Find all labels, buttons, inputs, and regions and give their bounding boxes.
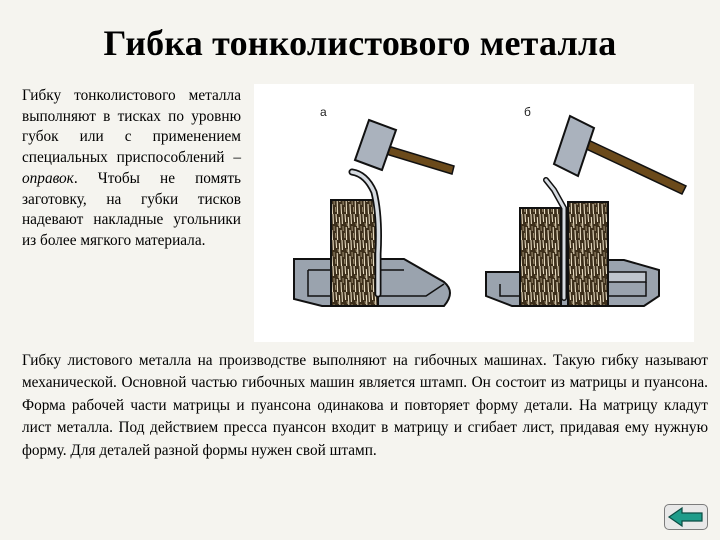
bottom-paragraph: Гибку листового металла на производстве выполняют на гибочных машинах. Такую гибку называют механической. Основной частью гибочных машин является штамп. Он состоит из матрицы и пуансона. Форма рабочей части матрицы и пуансона одинакова и повторяет форму детали. На матрицу кладут лист металла. Под действием пресса пуансон входит в матрицу и сгибает лист, придавая ему нужную форму. Для деталей разной формы нужен свой штамп. bbox=[22, 352, 708, 459]
arrow-left-icon bbox=[665, 505, 707, 529]
side-text-emphasis: оправок bbox=[22, 169, 74, 187]
side-text-part1: Гибку тонколистового металла выполняют в тисках по уровню губок или с применением специальных приспособлений – bbox=[22, 87, 241, 167]
side-paragraph bbox=[22, 86, 241, 252]
label-b: б bbox=[524, 105, 531, 119]
vise-a bbox=[294, 120, 454, 306]
slide-title: Гибка тонколистового металла bbox=[103, 23, 617, 63]
vise-b bbox=[486, 116, 686, 306]
back-button[interactable] bbox=[664, 504, 708, 530]
hammer-a bbox=[355, 120, 454, 174]
bending-illustration bbox=[254, 84, 694, 342]
side-text-part2: . Чтобы не помять заготовку, на губки тисков надевают накладные угольники из более мягкого материала. bbox=[22, 169, 241, 249]
hammer-b bbox=[554, 116, 686, 194]
label-a: а bbox=[320, 105, 327, 119]
